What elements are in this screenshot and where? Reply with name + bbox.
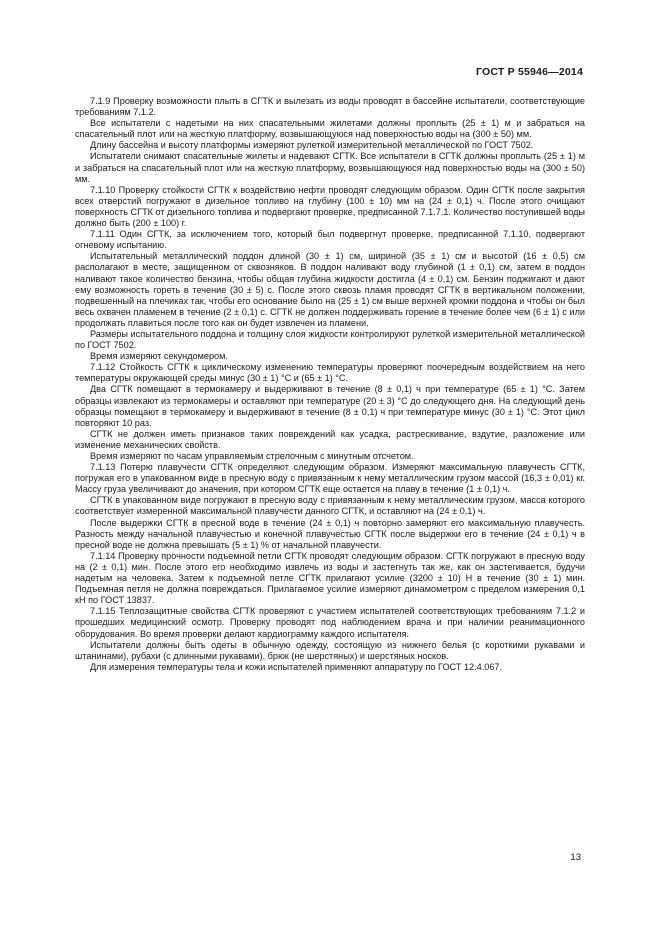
paragraph: Два СГТК помещают в термокамеру и выдерживают в течение (8 ± 0,1) ч при температуре (65 ± 1) °C. Затем образцы извлекают из термокамеры и оставляют при температуре (20 ± 3) °C до следующего дня. На следующий день образцы помещают в термокамеру и выдерживают в течение (8 ± 0,1) ч при температуре минус (30 ± 1) °C. Этот цикл повторяют 10 раз. [75, 384, 585, 428]
paragraph: 7.1.12 Стойкость СГТК к циклическому изменению температуры проверяют поочередным воздействием на него температуры окружающей среды минус (30 ± 1) °C и (65 ± 1) °C. [75, 362, 585, 384]
paragraph: 7.1.11 Один СГТК, за исключением того, который был подвергнут проверке, предписанной 7.1.10, подвергают огневому испытанию. [75, 229, 585, 251]
body-text [75, 96, 585, 673]
paragraph: Для измерения температуры тела и кожи испытателей применяют аппаратуру по ГОСТ 12.4.067. [90, 661, 503, 672]
paragraph: СГТК не должен иметь признаков таких повреждений как усадка, растрескивание, вздутие, разложение или изменение механических свойств. [75, 428, 585, 450]
paragraph: Размеры испытательного поддона и толщину слоя жидкости контролируют рулеткой измерительной металлической по ГОСТ 7502. [75, 328, 585, 351]
paragraph: Испытатели должны быть одеты в обычную одежду, состоящую из нижнего белья (с короткими рукавами и штанинами), рубахи (с длинными рукавами), брюк (не шерстяных) и шерстяных носков. [75, 639, 585, 661]
paragraph: Длину бассейна и высоту платформы измеряют рулеткой измерительной металлической по ГОСТ 7502. [90, 140, 534, 151]
paragraph: Испытатели снимают спасательные жилеты и надевают СГТК. Все испытатели в СГТК должны проплыть (25 ± 1) м и забраться на спасательный плот или на жесткую платформу, возвышающуюся над поверхностью воды на (300 ± 50) мм. [75, 151, 585, 184]
paragraph: 7.1.15 Теплозащитные свойства СГТК проверяют с участием испытателей соответствующих требованиям 7.1.2 и прошедших медицинский осмотр. Проверку проводят под наблюдением врача и при наличии реанимационного оборудования. Во время проверки делают кардиограмму каждого испытателя. [75, 606, 585, 639]
paragraph: Время измеряют по часам управляемым стрелочным с минутным отсчетом. [90, 451, 414, 461]
paragraph: 7.1.14 Проверку прочности подъемной петли СГТК проводят следующим образом. СГТК погружают в пресную воду на (2 ± 0,1) мин. После этого его необходимо извлечь из воды и застегнуть так же, как он застегивается, будучи надетым на человека. Затем к подъемной петле СГТК прилагают усилие (3200 ± 10) Н в течение (30 ± 1) мин. Подъемная петля не должна повреждаться. Прилагаемое усилие измеряют динамометром с пределом измерения 0,1 кН по ГОСТ 13837. [75, 550, 585, 606]
paragraph: Все испытатели с надетыми на них спасательными жилетами должны проплыть (25 ± 1) м и забраться на спасательный плот или на жесткую платформу, возвышающуюся над поверхностью воды на (300 ± 50) мм. [75, 118, 585, 140]
paragraph: Время измеряют секундомером. [90, 351, 228, 362]
standard-header: ГОСТ Р 55946—2014 [475, 66, 583, 78]
paragraph: 7.1.9 Проверку возможности плыть в СГТК и вылезать из воды проводят в бассейне испытатели, соответствующие требованиям 7.1.2. [75, 96, 585, 118]
paragraph: После выдержки СГТК в пресной воде в течение (24 ± 0,1) ч повторно замеряют его максимальную плавучесть. Разность между начальной плавучестью и конечной плавучестью СГТК после выдержки его в течение (24 ± 0,1) ч в пресной воде не должна превышать (5 ± 1) % от начальной плавучести. [75, 517, 585, 550]
paragraph: Испытательный металлический поддон длиной (30 ± 1) см, шириной (35 ± 1) см и высотой (16 ± 0,5) см располагают в месте, защищенном от сквозняков. В поддон наливают воду глубиной (1 ± 0,1) см, затем в поддон наливают такое количество бензина, чтобы общая глубина жидкости достигла (4 ± 0,1) см. Бензин поджигают и дают ему возможность гореть в течение (30 ± 5) с. После этого сквозь пламя проводят СГТК в вертикальном положении, подвешенный на плечиках так, чтобы его основание было на (25 ± 1) см выше верхней кромки поддона и чтобы он был весь охвачен пламенем в течение (2 ± 0,1) с. СГТК не должен поддерживать горение в течение более чем (6 ± 1) с или продолжать плавиться после того как он будет извлечен из пламени. [75, 251, 585, 328]
paragraph: 7.1.13 Потерю плавучести СГТК определяют следующим образом. Измеряют максимальную плавучесть СГТК, погружая его в упакованном виде в пресную воду с привязанным к нему металлическим грузом массой (16,3 ± 0,01) кг. Массу груза увеличивают до значения, при котором СГТК еще остается на плаву в течение (1 ± 0,1) ч. [75, 462, 585, 495]
paragraph: СГТК в упакованном виде погружают в пресную воду с привязанным к нему металлическим грузом, масса которого соответствует измеренной максимальной плавучести данного СГТК, и оставляют на (24 ± 0,1) ч. [75, 495, 585, 517]
page-number: 13 [570, 852, 581, 863]
paragraph: 7.1.10 Проверку стойкости СГТК к воздействию нефти проводят следующим образом. Один СГТК после закрытия всех отверстий погружают в дизельное топливо на глубину (100 ± 10) мм на (24 ± 0,1) ч. После этого очищают поверхность СГТК от дизельного топлива и подвергают проверке, предписанной 7.1.7.1. Количество поступившей воды должно быть (200 ± 100) г. [75, 184, 585, 229]
